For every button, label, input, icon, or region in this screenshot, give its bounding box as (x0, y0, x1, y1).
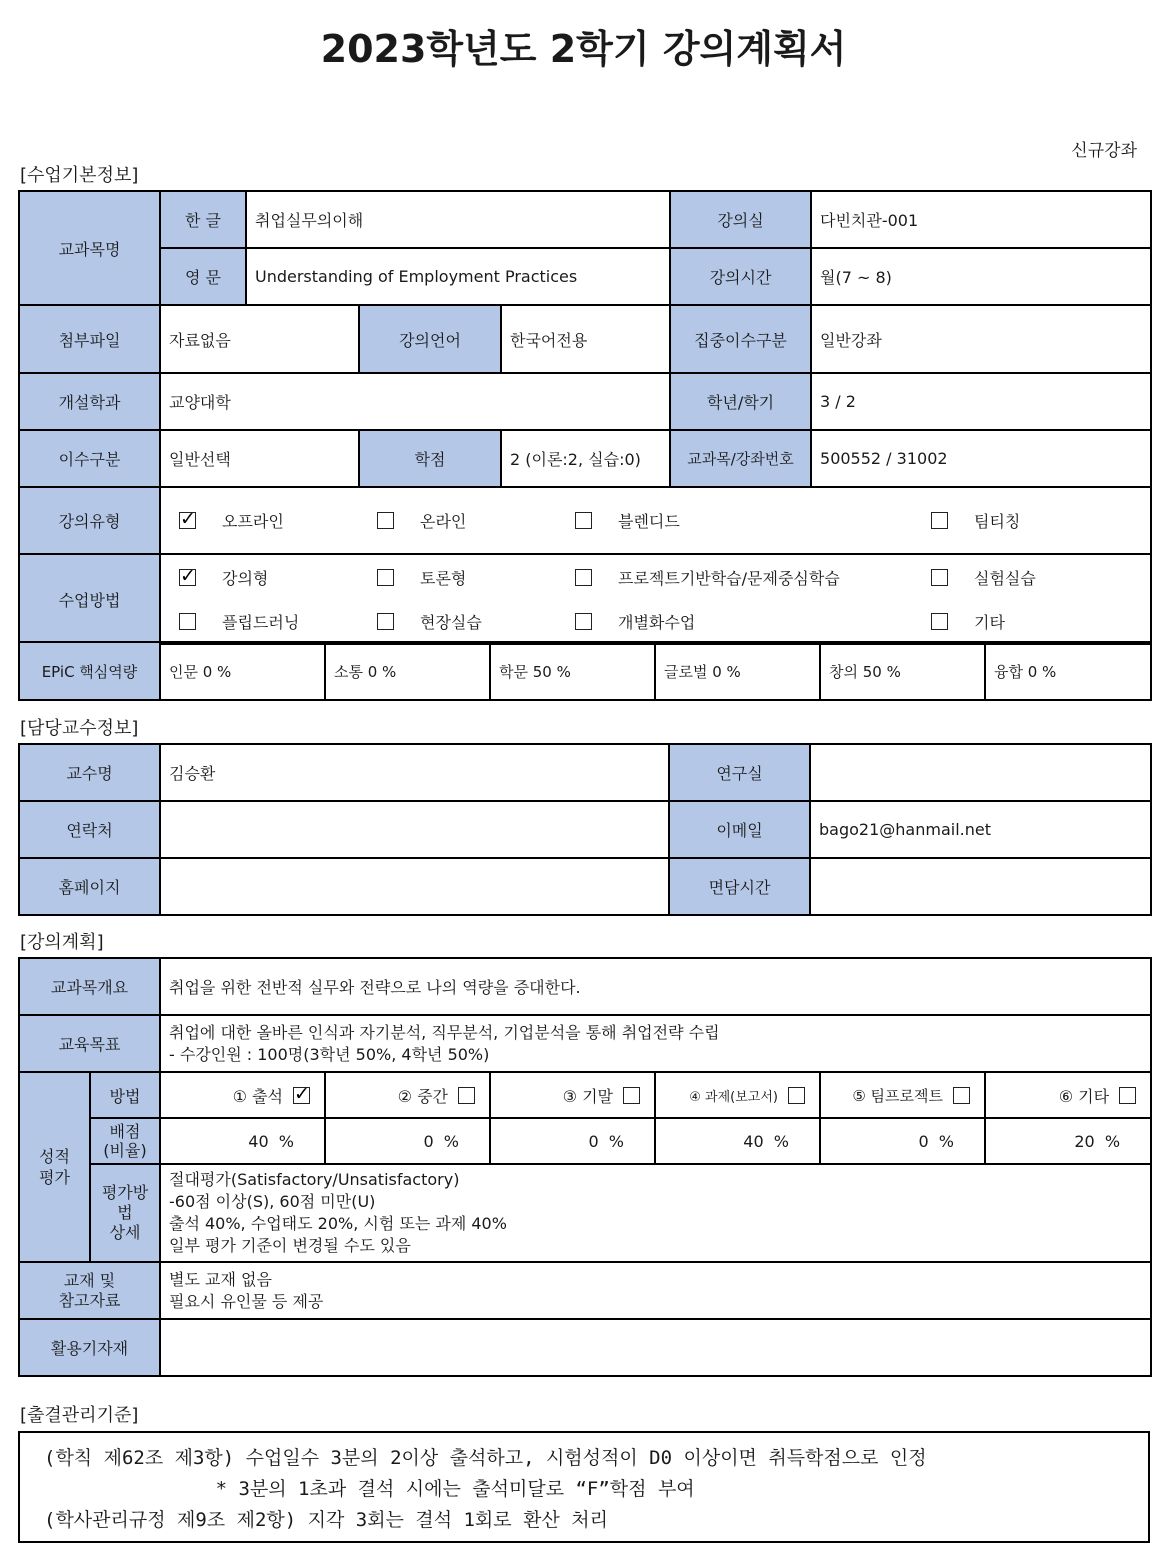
textbook-label: 교재 및 참고자료 (19, 1262, 160, 1319)
goal-line: - 수강인원 : 100명(3학년 50%, 4학년 50%) (169, 1044, 490, 1064)
attendance-line: (학사관리규정 제9조 제2항) 지각 3회는 결석 1회로 환산 처리 (44, 1509, 608, 1531)
grade-item-attendance (160, 1072, 325, 1118)
grade-weight-label: 배점 (비율) (90, 1118, 160, 1164)
checkbox-label: 플립드러닝 (222, 612, 300, 632)
method-label: 수업방법 (19, 554, 160, 644)
method-individual[interactable] (575, 610, 931, 633)
lab-label: 연구실 (669, 744, 810, 801)
code-label: 교과목/강좌번호 (670, 430, 811, 487)
attendance-line: (학칙 제62조 제3항) 수업일수 3분의 2이상 출석하고, 시험성적이 D0 이상이면 취득학점으로 인정 (44, 1447, 927, 1469)
checkbox-label: 토론형 (420, 568, 467, 588)
year-value: 3 / 2 (811, 373, 1151, 430)
checkbox-icon[interactable] (1119, 1087, 1136, 1104)
basic-info-table (18, 190, 1152, 645)
credit-value: 2 (이론:2, 실습:0) (501, 430, 670, 487)
grade-item-etc (985, 1072, 1151, 1118)
textbook-line: 별도 교재 없음 (169, 1269, 272, 1289)
detail-line: 일부 평가 기준이 변경될 수도 있음 (169, 1236, 411, 1255)
checkbox-icon[interactable] (458, 1087, 475, 1104)
room-label: 강의실 (670, 191, 811, 248)
checkbox-icon[interactable] (179, 512, 196, 529)
intensive-label: 집중이수구분 (670, 305, 811, 373)
textbook-line: 필요시 유인물 등 제공 (169, 1291, 324, 1311)
lang-label: 강의언어 (359, 305, 501, 373)
overview-value: 취업을 위한 전반적 실무와 전략으로 나의 역량을 증대한다. (160, 958, 1151, 1015)
lecture-type-offline[interactable] (179, 509, 377, 532)
contact-value (160, 801, 669, 858)
time-label: 강의시간 (670, 248, 811, 305)
lecture-type-label: 강의유형 (19, 487, 160, 554)
checkbox-label: 온라인 (420, 512, 467, 531)
checkbox-label: 팀티칭 (974, 512, 1021, 531)
checkbox-label: 프로젝트기반학습/문제중심학습 (618, 568, 840, 588)
attach-label: 첨부파일 (19, 305, 160, 373)
checkbox-icon[interactable] (931, 512, 948, 529)
method-lab[interactable] (931, 566, 1036, 589)
grade-item-label: ⑤ 팀프로젝트 (852, 1086, 943, 1105)
time-value: 월(7 ~ 8) (811, 248, 1151, 305)
textbook-value (160, 1262, 1151, 1319)
checkbox-icon[interactable] (377, 613, 394, 630)
grade-item-final (490, 1072, 655, 1118)
goal-value (160, 1015, 1151, 1072)
dept-label: 개설학과 (19, 373, 160, 430)
prof-name-value: 김승환 (160, 744, 669, 801)
attach-value[interactable]: 자료없음 (160, 305, 359, 373)
epic-creativity: 창의 50 % (820, 642, 985, 700)
epic-label: EPiC 핵심역량 (19, 642, 160, 700)
checkbox-label: 실험실습 (974, 568, 1036, 588)
equipment-value (160, 1319, 1151, 1376)
lecture-type-options (160, 487, 1151, 554)
method-options (160, 554, 1151, 644)
epic-convergence: 융합 0 % (985, 642, 1151, 700)
grade-weight-final: 0 % (490, 1118, 655, 1164)
type-value: 일반선택 (160, 430, 359, 487)
goal-line: 취업에 대한 올바른 인식과 자기분석, 직무분석, 기업분석을 통해 취업전략 수립 (169, 1022, 720, 1042)
epic-table (18, 641, 1152, 701)
section-plan-title: [강의계획] (20, 932, 104, 953)
office-hours-label: 면담시간 (669, 858, 810, 915)
section-basic-title: [수업기본정보] (20, 165, 139, 186)
checkbox-icon[interactable] (179, 569, 196, 586)
grade-label: 성적 평가 (19, 1072, 90, 1262)
grade-detail-label: 평가방 법 상세 (90, 1164, 160, 1262)
checkbox-icon[interactable] (179, 613, 196, 630)
course-status-tag: 신규강좌 (1071, 141, 1137, 161)
attendance-box (18, 1431, 1150, 1543)
grade-item-label: ⑥ 기타 (1058, 1086, 1110, 1106)
equipment-label: 활용기자재 (19, 1319, 160, 1376)
grade-item-label: ④ 과제(보고서) (689, 1089, 778, 1105)
type-label: 이수구분 (19, 430, 160, 487)
room-value: 다빈치관-001 (811, 191, 1151, 248)
year-label: 학년/학기 (670, 373, 811, 430)
lab-value (810, 744, 1151, 801)
homepage-value[interactable] (160, 858, 669, 915)
email-label: 이메일 (669, 801, 810, 858)
goal-label: 교육목표 (19, 1015, 160, 1072)
checkbox-icon[interactable] (931, 569, 948, 586)
lecture-type-blended[interactable] (575, 509, 931, 532)
checkbox-label: 강의형 (222, 568, 269, 588)
intensive-value: 일반강좌 (811, 305, 1151, 373)
checkbox-icon[interactable] (953, 1087, 970, 1104)
method-lecture[interactable] (179, 566, 377, 589)
plan-table (18, 957, 1152, 1377)
checkbox-icon[interactable] (623, 1087, 640, 1104)
course-name-label: 교과목명 (19, 191, 160, 305)
grade-weight-etc: 20 % (985, 1118, 1151, 1164)
detail-line: -60점 이상(S), 60점 미만(U) (169, 1192, 376, 1211)
section-prof-title: [담당교수정보] (20, 718, 139, 739)
checkbox-label: 오프라인 (222, 512, 284, 531)
checkbox-label: 블렌디드 (618, 512, 680, 531)
grade-item-label: ① 출석 (232, 1086, 283, 1106)
method-discussion[interactable] (377, 566, 575, 589)
credit-label: 학점 (359, 430, 501, 487)
grade-item-label: ③ 기말 (562, 1086, 613, 1106)
detail-line: 출석 40%, 수업태도 20%, 시험 또는 과제 40% (169, 1214, 507, 1233)
epic-academic: 학문 50 % (490, 642, 655, 700)
grade-weight-midterm: 0 % (325, 1118, 490, 1164)
checkbox-icon[interactable] (575, 569, 592, 586)
lang-value: 한국어전용 (501, 305, 670, 373)
checkbox-icon[interactable] (377, 512, 394, 529)
lecture-type-teamteaching[interactable] (931, 509, 1020, 532)
kor-name-value: 취업실무의이해 (246, 191, 670, 248)
checkbox-label: 기타 (974, 612, 1005, 632)
checkbox-icon[interactable] (788, 1087, 805, 1104)
page-title: 2023학년도 2학기 강의계획서 (320, 27, 847, 71)
checkbox-label: 현장실습 (420, 612, 482, 632)
checkbox-icon[interactable] (575, 512, 592, 529)
grade-item-label: ② 중간 (397, 1086, 448, 1106)
checkbox-icon[interactable] (293, 1087, 310, 1104)
dept-value: 교양대학 (160, 373, 670, 430)
epic-humanities: 인문 0 % (160, 642, 325, 700)
grade-item-midterm (325, 1072, 490, 1118)
grade-method-label: 방법 (90, 1072, 160, 1118)
email-value[interactable]: bago21@hanmail.net (810, 801, 1151, 858)
office-hours-value (810, 858, 1151, 915)
grade-item-teamproject (820, 1072, 985, 1118)
attendance-line: * 3분의 1초과 결석 시에는 출석미달로 “F”학점 부여 (44, 1478, 695, 1500)
eng-name-label: 영 문 (160, 248, 246, 305)
grade-weight-attendance: 40 % (160, 1118, 325, 1164)
method-pbl[interactable] (575, 566, 931, 589)
kor-name-label: 한 글 (160, 191, 246, 248)
epic-communication: 소통 0 % (325, 642, 490, 700)
homepage-label: 홈페이지 (19, 858, 160, 915)
grade-detail-value (160, 1164, 1151, 1262)
code-value: 500552 / 31002 (811, 430, 1151, 487)
lecture-type-online[interactable] (377, 509, 575, 532)
eng-name-value: Understanding of Employment Practices (246, 248, 670, 305)
method-flipped[interactable] (179, 610, 377, 633)
prof-info-table (18, 743, 1152, 916)
checkbox-label: 개별화수업 (618, 612, 696, 632)
checkbox-icon[interactable] (931, 613, 948, 630)
detail-line: 절대평가(Satisfactory/Unsatisfactory) (169, 1170, 460, 1189)
section-attend-title: [출결관리기준] (20, 1405, 139, 1426)
grade-weight-assignment: 40 % (655, 1118, 820, 1164)
checkbox-icon[interactable] (575, 613, 592, 630)
method-etc[interactable] (931, 610, 1005, 633)
grade-weight-teamproject: 0 % (820, 1118, 985, 1164)
method-field[interactable] (377, 610, 575, 633)
checkbox-icon[interactable] (377, 569, 394, 586)
prof-name-label: 교수명 (19, 744, 160, 801)
overview-label: 교과목개요 (19, 958, 160, 1015)
epic-global: 글로벌 0 % (655, 642, 820, 700)
grade-item-assignment (655, 1072, 820, 1118)
contact-label: 연락처 (19, 801, 160, 858)
